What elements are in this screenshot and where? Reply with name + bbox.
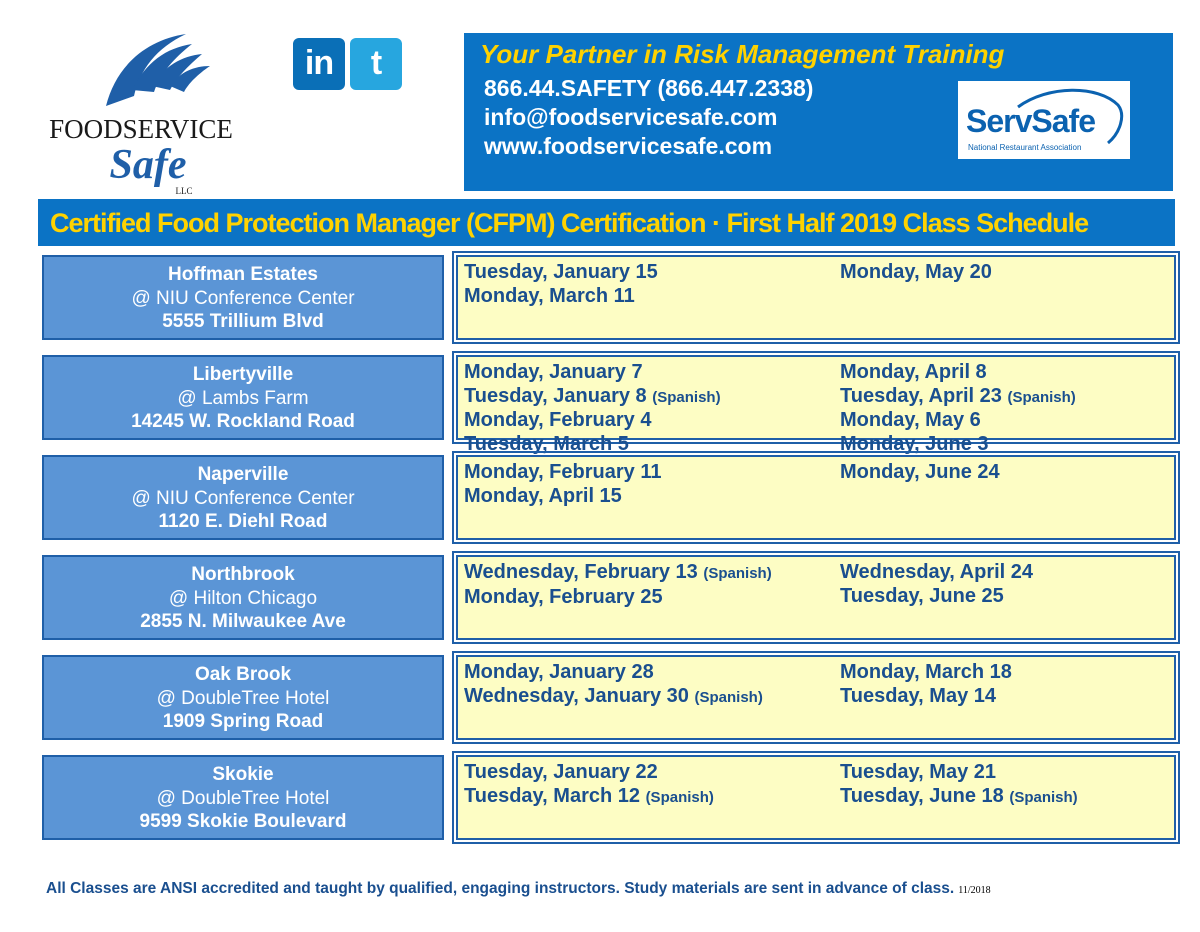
- class-date: [464, 433, 721, 457]
- class-date: [840, 409, 1076, 433]
- class-date: [840, 433, 1076, 457]
- class-date: [464, 485, 661, 509]
- brand-name-script: Safe: [109, 142, 187, 188]
- location-address: 1909 Spring Road: [162, 711, 324, 732]
- dates-column-right: [840, 761, 1078, 809]
- class-date-text: Tuesday, May 21: [840, 761, 996, 783]
- language-note: (Spanish): [1007, 388, 1076, 406]
- dates-column-right: [840, 261, 992, 285]
- location-venue: @ DoubleTree Hotel: [156, 688, 330, 709]
- fork-swoosh-icon: [36, 26, 246, 206]
- schedule-cell: [456, 455, 1176, 540]
- class-date-text: Monday, May 6: [840, 409, 981, 431]
- servsafe-logo: [958, 81, 1130, 159]
- brand-name-top: FOODSERVICE: [49, 114, 233, 144]
- dates-column-right: [840, 361, 1076, 456]
- class-date-text: Tuesday, March 12: [464, 784, 640, 807]
- schedule-cell: [456, 555, 1176, 640]
- footer-text: All Classes are ANSI accredited and taught by qualified, engaging instructors. Study materials are sent in advance of class.: [46, 880, 955, 897]
- class-date-text: Monday, January 7: [464, 361, 643, 383]
- location-address: 2855 N. Milwaukee Ave: [140, 611, 346, 632]
- location-city: Skokie: [212, 764, 274, 785]
- linkedin-label: in: [304, 44, 334, 82]
- class-date-text: Tuesday, January 8: [464, 384, 647, 407]
- location-cell: [42, 755, 444, 840]
- website-link[interactable]: www.foodservicesafe.com: [484, 133, 773, 159]
- language-note: (Spanish): [652, 388, 721, 406]
- class-date-text: Wednesday, February 13: [464, 561, 698, 583]
- class-date: [840, 361, 1076, 385]
- class-date-text: Tuesday, March 5: [464, 432, 629, 455]
- location-city: Libertyville: [192, 364, 294, 385]
- class-date: [464, 409, 721, 433]
- class-date: [840, 561, 1033, 585]
- class-date-text: Monday, May 20: [840, 261, 992, 283]
- location-cell: [42, 255, 444, 340]
- location-address: 9599 Skokie Boulevard: [139, 811, 347, 832]
- email-link[interactable]: info@foodservicesafe.com: [484, 104, 778, 130]
- class-date-text: Monday, January 28: [464, 661, 654, 683]
- brand-name-suffix: LLC: [175, 186, 193, 196]
- dates-column-left: [464, 261, 658, 308]
- location-cell: [42, 555, 444, 640]
- class-date: [464, 261, 658, 285]
- class-date: [464, 561, 772, 586]
- class-date-text: Tuesday, June 18: [840, 784, 1004, 807]
- tagline: Your Partner in Risk Management Training: [480, 39, 1005, 69]
- class-date: [464, 285, 658, 309]
- servsafe-title: ServSafe: [966, 103, 1095, 139]
- class-date-text: Wednesday, April 24: [840, 561, 1034, 583]
- schedule-cell: [456, 255, 1176, 340]
- schedule-cell: [456, 755, 1176, 840]
- class-date-text: Tuesday, May 14: [840, 684, 996, 707]
- location-venue: @ NIU Conference Center: [131, 488, 355, 509]
- location-city: Northbrook: [191, 564, 295, 585]
- dates-column-right: [840, 661, 1012, 708]
- dates-column-right: [840, 461, 1000, 485]
- class-date-text: Monday, February 25: [464, 585, 663, 608]
- class-date: [464, 685, 763, 710]
- dates-column-left: [464, 761, 714, 809]
- location-cell: [42, 655, 444, 740]
- class-date: [464, 586, 772, 610]
- class-date: [840, 761, 1078, 785]
- location-address: 14245 W. Rockland Road: [131, 411, 355, 432]
- contact-panel: [464, 33, 1173, 191]
- class-date: [840, 585, 1033, 609]
- location-venue: @ Lambs Farm: [177, 388, 309, 409]
- class-date-text: Wednesday, January 30: [464, 684, 689, 707]
- class-date: [840, 661, 1012, 685]
- location-city: Oak Brook: [194, 664, 292, 685]
- language-note: (Spanish): [703, 565, 772, 582]
- class-date-text: Monday, February 11: [464, 461, 662, 483]
- location-address: 1120 E. Diehl Road: [158, 511, 328, 532]
- footer-note: [46, 880, 991, 898]
- class-date-text: Monday, April 15: [464, 484, 622, 507]
- class-date-text: Tuesday, January 22: [464, 761, 658, 783]
- class-date-text: Tuesday, April 23: [840, 384, 1002, 407]
- class-date: [464, 461, 661, 485]
- location-venue: @ Hilton Chicago: [168, 588, 318, 609]
- location-address: 5555 Trillium Blvd: [162, 311, 324, 332]
- class-date-text: Monday, March 11: [464, 284, 635, 307]
- class-date: [840, 261, 992, 285]
- foodservice-safe-logo: [36, 26, 246, 206]
- class-date-text: Monday, March 18: [840, 661, 1012, 683]
- language-note: (Spanish): [645, 788, 714, 806]
- class-date-text: Monday, June 3: [840, 432, 989, 455]
- class-date: [464, 385, 721, 410]
- dates-column-left: [464, 461, 661, 508]
- class-date: [840, 385, 1076, 410]
- schedule-title: Certified Food Protection Manager (CFPM) Certification · First Half 2019 Class Schedule: [50, 208, 1089, 238]
- servsafe-subtitle: National Restaurant Association: [968, 143, 1082, 152]
- location-cell: [42, 455, 444, 540]
- class-date: [840, 461, 1000, 485]
- schedule-cell: [456, 355, 1176, 455]
- linkedin-icon[interactable]: [293, 38, 345, 90]
- dates-column-right: [840, 561, 1033, 608]
- location-venue: @ NIU Conference Center: [131, 288, 355, 309]
- class-date-text: Tuesday, June 25: [840, 584, 1004, 607]
- class-date: [840, 785, 1078, 810]
- dates-column-left: [464, 361, 721, 456]
- class-date-text: Monday, June 24: [840, 461, 1000, 483]
- class-date: [464, 761, 714, 785]
- location-cell: [42, 355, 444, 440]
- location-city: Hoffman Estates: [168, 264, 318, 285]
- class-date: [464, 661, 763, 685]
- footer-code: 11/2018: [958, 885, 991, 896]
- language-note: (Spanish): [1009, 788, 1078, 806]
- class-date: [464, 361, 721, 385]
- class-date-text: Monday, April 8: [840, 361, 987, 383]
- class-date: [840, 685, 1012, 709]
- language-note: (Spanish): [694, 688, 763, 706]
- class-date-text: Tuesday, January 15: [464, 261, 658, 283]
- twitter-icon[interactable]: [350, 38, 402, 90]
- location-venue: @ DoubleTree Hotel: [156, 788, 330, 809]
- twitter-label: t: [370, 44, 382, 82]
- phone-number: 866.44.SAFETY (866.447.2338): [484, 75, 814, 101]
- schedule-cell: [456, 655, 1176, 740]
- class-date: [464, 785, 714, 810]
- dates-column-left: [464, 661, 763, 709]
- dates-column-left: [464, 561, 772, 609]
- schedule-banner: [38, 199, 1175, 246]
- class-date-text: Monday, February 4: [464, 409, 652, 431]
- location-city: Naperville: [197, 464, 289, 485]
